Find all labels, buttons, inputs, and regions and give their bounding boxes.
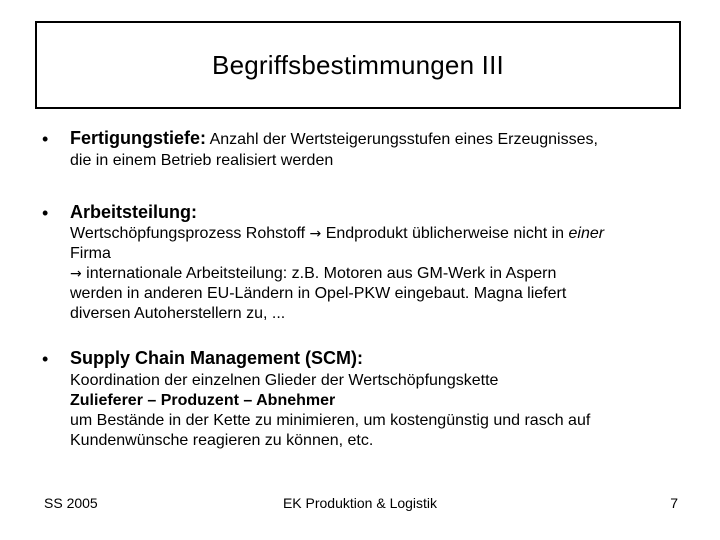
bullet-2-heading	[70, 203, 197, 223]
bullet-2-line-1	[70, 224, 695, 244]
slide-title: Begriffsbestimmungen III	[212, 49, 504, 80]
bullet-3-line-2: Zulieferer – Produzent – Abnehmer	[70, 392, 336, 409]
bullet-2-text-c: internationale Arbeitsteilung: z.B. Motoren aus GM-Werk in Aspern	[81, 265, 557, 282]
bullet-3-line-3: um Bestände in der Kette zu minimieren, um kostengünstig und rasch auf	[70, 412, 591, 429]
bullet-3-title: Supply Chain Management (SCM):	[70, 348, 364, 368]
title-box	[35, 21, 681, 109]
bullet-2-text-b: Endprodukt üblicherweise nicht in	[321, 225, 569, 242]
bullet-2-emphasis: einer	[568, 225, 605, 242]
bullet-2-line-5: diversen Autoherstellern zu, ...	[70, 305, 286, 322]
bullet-1-heading	[70, 129, 598, 149]
bullet-3-line-4: Kundenwünsche reagieren zu können, etc.	[70, 432, 374, 449]
arrow-right-icon: →	[70, 266, 82, 282]
page-number: 7	[670, 495, 678, 511]
bullet-marker: •	[42, 129, 49, 149]
bullet-3-body	[70, 371, 695, 451]
bullet-1-heading-rest: Anzahl der Wertsteigerungsstufen eines Erzeugnisses,	[206, 131, 598, 148]
arrow-right-icon: →	[309, 226, 322, 242]
bullet-marker: •	[42, 203, 49, 223]
bullet-1-title: Fertigungstiefe:	[70, 128, 207, 148]
bullet-2-line-4: werden in anderen EU-Ländern in Opel-PKW eingebaut. Magna liefert	[70, 285, 567, 302]
bullet-3-line-1: Koordination der einzelnen Glieder der Wertschöpfungskette	[70, 372, 499, 389]
footer-date: SS 2005	[44, 495, 98, 511]
bullet-1-line: die in einem Betrieb realisiert werden	[70, 152, 334, 169]
bullet-3-heading	[70, 349, 363, 369]
bullet-2-title: Arbeitsteilung:	[70, 202, 198, 222]
bullet-1-body	[70, 151, 695, 171]
bullet-2-line-3	[70, 264, 695, 284]
bullet-2-text-a: Wertschöpfungsprozess Rohstoff	[70, 225, 310, 242]
bullet-2-line-2: Firma	[70, 245, 111, 262]
bullet-marker: •	[42, 349, 49, 369]
bullet-2-body	[70, 224, 695, 324]
footer-course: EK Produktion & Logistik	[282, 495, 438, 511]
